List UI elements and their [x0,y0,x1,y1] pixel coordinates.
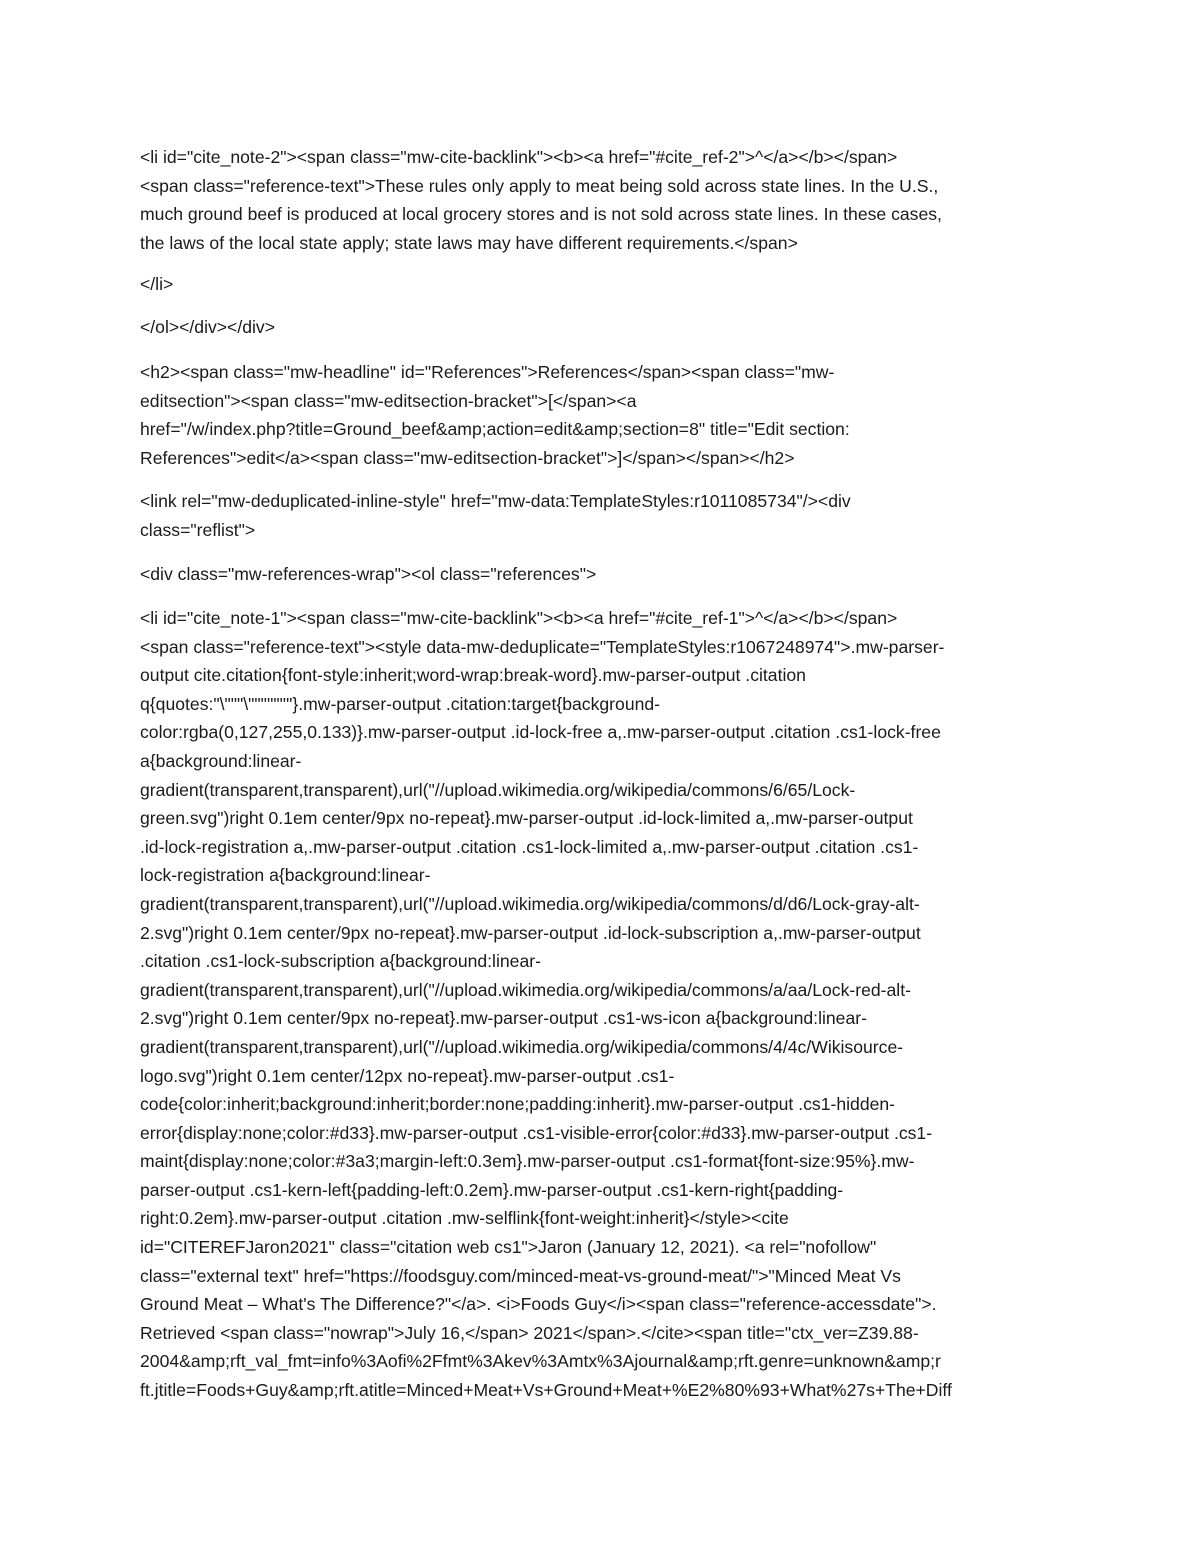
text-line: a{background:linear- [140,750,302,771]
text-line: <h2><span class="mw-headline" id="References">References</span><span class="mw- [140,362,835,382]
text-line: class="reflist"> [140,519,256,540]
text-line: <span class="reference-text"><style data-mw-deduplicate="TemplateStyles:r1067248974">.mw-parser- [140,636,945,657]
text-line: parser-output .cs1-kern-left{padding-left:0.2em}.mw-parser-output .cs1-kern-right{padding- [140,1179,844,1200]
text-line: <li id="cite_note-2"><span class="mw-cite-backlink"><b><a href="#cite_ref-2">^</a></b></span> [140,147,898,167]
text-line: gradient(transparent,transparent),url("//upload.wikimedia.org/wikipedia/commons/d/d6/Lock-gray-alt- [140,893,920,914]
text-line: 2.svg")right 0.1em center/9px no-repeat}.mw-parser-output .cs1-ws-icon a{background:linear- [140,1008,867,1029]
paragraph-cite-note-2 [140,143,1065,257]
text-line: maint{display:none;color:#3a3;margin-left:0.3em}.mw-parser-output .cs1-format{font-size:95%}.mw- [140,1151,915,1172]
text-line: output cite.citation{font-style:inherit;word-wrap:break-word}.mw-parser-output .citation [140,665,806,686]
text-line: Retrieved <span class="nowrap">July 16,</span> 2021</span>.</cite><span title="ctx_ver=Z39.88- [140,1322,919,1343]
text-line: the laws of the local state apply; state laws may have different requirements.</span> [140,232,798,253]
text-line: gradient(transparent,transparent),url("//upload.wikimedia.org/wikipedia/commons/6/65/Lock- [140,779,856,800]
paragraph-close-li [140,270,1065,299]
text-line: References">edit</a><span class="mw-editsection-bracket">]</span></span></h2> [140,447,795,468]
text-line: right:0.2em}.mw-parser-output .citation .mw-selflink{font-weight:inherit}</style><cite [140,1208,789,1229]
paragraph-close-divs [140,313,1065,342]
text-line: q{quotes:"\"""\"""'""'"}.mw-parser-output .citation:target{background- [140,693,661,714]
text-line: Ground Meat – What's The Difference?"</a>. <i>Foods Guy</i><span class="reference-accessdate">. [140,1294,937,1315]
text-line: error{display:none;color:#d33}.mw-parser-output .cs1-visible-error{color:#d33}.mw-parser-output .cs1- [140,1122,933,1143]
text-line: gradient(transparent,transparent),url("//upload.wikimedia.org/wikipedia/commons/a/aa/Lock-red-alt- [140,979,911,1000]
text-line: gradient(transparent,transparent),url("//upload.wikimedia.org/wikipedia/commons/4/4c/Wikisource- [140,1036,904,1057]
text-line: <div class="mw-references-wrap"><ol class="references"> [140,564,597,584]
paragraph-references-heading [140,358,1065,472]
text-line: .id-lock-registration a,.mw-parser-output .citation .cs1-lock-limited a,.mw-parser-output .citation .cs1- [140,836,919,857]
text-line: id="CITEREFJaron2021" class="citation web cs1">Jaron (January 12, 2021). <a rel="nofollow" [140,1237,877,1258]
text-line: </li> [140,274,174,294]
text-line: lock-registration a{background:linear- [140,865,431,886]
text-line: 2004&amp;rft_val_fmt=info%3Aofi%2Ffmt%3Akev%3Amtx%3Ajournal&amp;rft.genre=unknown&amp;r [140,1351,941,1372]
paragraph-link-reflist [140,487,1065,544]
text-line: ft.jtitle=Foods+Guy&amp;rft.atitle=Minced+Meat+Vs+Ground+Meat+%E2%80%93+What%27s+The+Diff [140,1380,952,1401]
text-line: editsection"><span class="mw-editsection-bracket">[</span><a [140,390,637,411]
text-line: <span class="reference-text">These rules only apply to meat being sold across state lines. In the U.S., [140,175,939,196]
text-line: 2.svg")right 0.1em center/9px no-repeat}.mw-parser-output .id-lock-subscription a,.mw-parser-output [140,922,921,943]
text-line: class="external text" href="https://foodsguy.com/minced-meat-vs-ground-meat/">"Minced Meat Vs [140,1265,901,1286]
text-line: </ol></div></div> [140,317,275,337]
paragraph-cite-note-1 [140,604,1065,1405]
text-line: href="/w/index.php?title=Ground_beef&amp;action=edit&amp;section=8" title="Edit section: [140,419,850,440]
paragraph-references-wrap [140,560,1065,589]
text-line: green.svg")right 0.1em center/9px no-repeat}.mw-parser-output .id-lock-limited a,.mw-parser-output [140,808,913,829]
text-line: <link rel="mw-deduplicated-inline-style" href="mw-data:TemplateStyles:r1011085734"/><div [140,491,851,511]
text-line: code{color:inherit;background:inherit;border:none;padding:inherit}.mw-parser-output .cs1-hidden- [140,1094,896,1115]
text-line: color:rgba(0,127,255,0.133)}.mw-parser-output .id-lock-free a,.mw-parser-output .citation .cs1-lock-free [140,722,941,743]
text-line: much ground beef is produced at local grocery stores and is not sold across state lines. In these cases, [140,204,942,225]
text-line: logo.svg")right 0.1em center/12px no-repeat}.mw-parser-output .cs1- [140,1065,675,1086]
text-line: <li id="cite_note-1"><span class="mw-cite-backlink"><b><a href="#cite_ref-1">^</a></b></span> [140,608,898,628]
text-line: .citation .cs1-lock-subscription a{background:linear- [140,951,541,972]
